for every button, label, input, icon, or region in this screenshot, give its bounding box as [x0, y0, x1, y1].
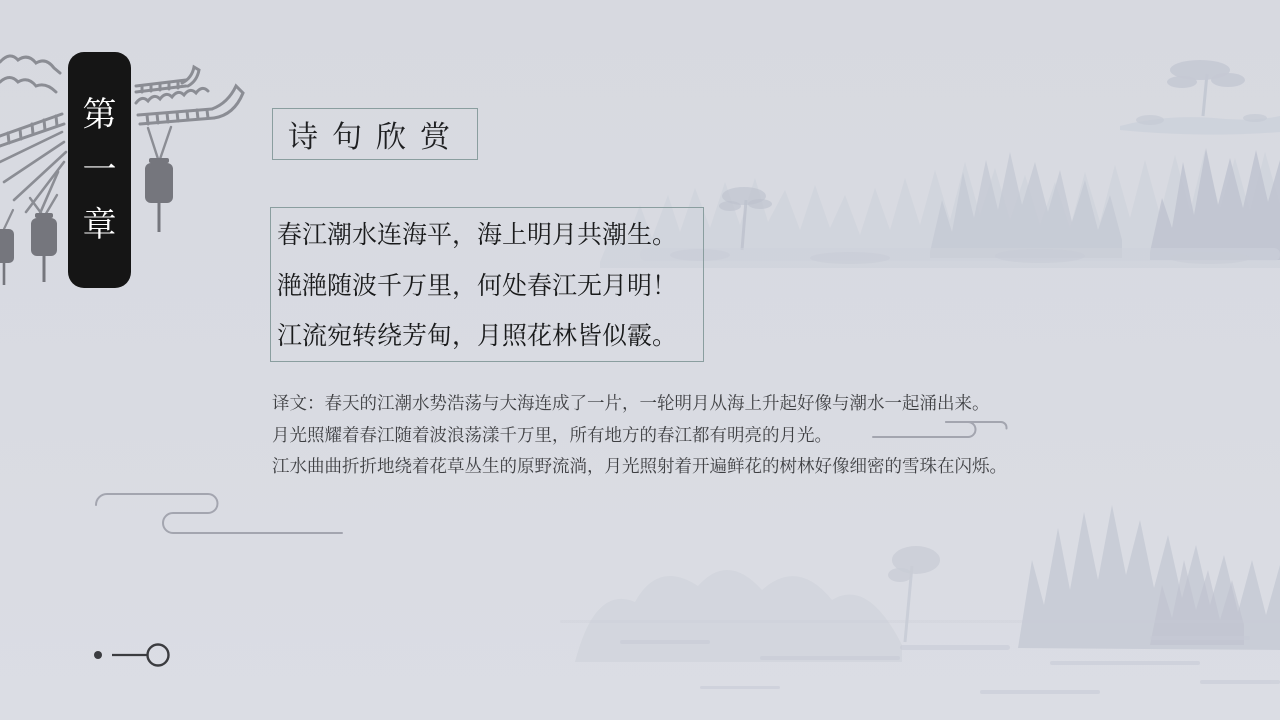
- lantern-icon: [31, 213, 57, 282]
- poem-line: 江流宛转绕芳甸，月照花林皆似霰。: [277, 322, 678, 350]
- chapter-char: 一: [82, 151, 117, 189]
- translation-block: [272, 388, 1082, 483]
- bottom-forest-icon: [560, 505, 1280, 694]
- section-title: 诗句欣赏: [288, 121, 464, 154]
- translation-line: 月光照耀着春江随着波浪荡漾千万里，所有地方的春江都有明亮的月光。: [272, 424, 832, 445]
- chapter-banner: [68, 52, 131, 288]
- section-title-box: [272, 108, 478, 160]
- translation-line: 译文：春天的江潮水势浩荡与大海连成了一片，一轮明月从海上升起好像与潮水一起涌出来。: [272, 393, 990, 413]
- poem-line: 滟滟随波千万里，何处春江无月明！: [277, 271, 678, 300]
- cloud-scroll-icon: [92, 488, 348, 540]
- dot-line-circle-icon: [88, 638, 184, 672]
- chapter-char: 第: [82, 96, 117, 134]
- lantern-icon: [145, 158, 173, 232]
- translation-line: 江水曲曲折折地绕着花草丛生的原野流淌，月光照射着开遍鲜花的树林好像细密的雪珠在闪烁。: [272, 456, 1007, 477]
- chapter-char: 章: [82, 206, 117, 244]
- lantern-icon: [0, 229, 14, 285]
- lone-tree-island-icon: [1120, 60, 1280, 135]
- poem-line: 春江潮水连海平，海上明月共潮生。: [277, 221, 678, 249]
- poem-box: [270, 207, 704, 362]
